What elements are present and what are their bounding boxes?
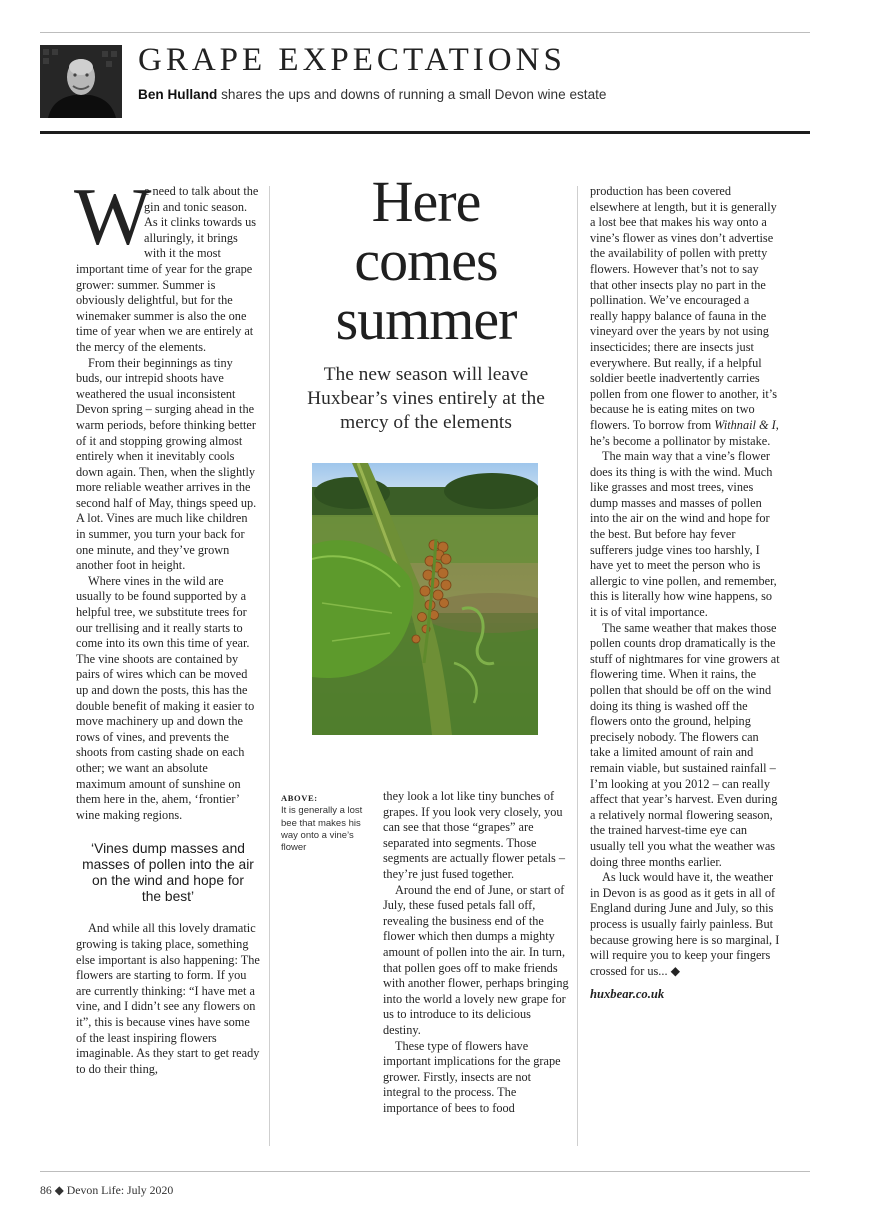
film-title: Withnail & I xyxy=(714,417,776,432)
article-paragraph: The same weather that makes those pollen counts drop dramatically is the stuff of nightmares for vine growers at flowering time. When it rains, the pollen that should be off on the wind doing its thing is washed off the flowers onto the ground, helping precisely nobody. The flowers can take a limited amount of rain and remain viable, but sustained rainfall – I’m looking at you 2012 – can really affect that year’s harvest. Even during a relatively normal flowering season, the trained harvest-time eye can usually tell you what the weather was doing three months earlier. xyxy=(590,620,780,869)
article-paragraph: Where vines in the wild are usually to be found supported by a helpful tree, we substitute trees for our trellising and it really starts to come into its own this time of year. The vine shoots are contained by pairs of wires which can be moved up and down the posts, this has the double benefit of making it easier to move machinery up and down the rows of vines, and prevents the shoots from casting shade on each other; we want an absolute maximum amount of sunshine on them here in the, ahem, ‘frontier’ wine making regions. xyxy=(76,573,255,822)
article-paragraph: The main way that a vine’s flower does its thing is with the wind. Much like grasses and most trees, vines dump masses and masses of pollen into the air on the wind and hope for the best. But before hay fever sufferers judge vines too harshly, I have yet to meet the person who is allergic to vine pollen, and remember, this is literally how wine happens, so it is of vital importance. xyxy=(590,449,777,620)
headline-line: Here xyxy=(371,169,481,234)
article-paragraph xyxy=(590,184,780,449)
caption-text: It is generally a lost bee that makes his way onto a vine’s flower xyxy=(281,805,363,854)
headline-line: summer xyxy=(335,287,517,352)
header-rule xyxy=(40,131,810,134)
photo-caption xyxy=(281,792,373,854)
footer-rule xyxy=(40,1171,810,1172)
page-footer: 86 ◆ Devon Life: July 2020 xyxy=(40,1183,174,1197)
pull-quote: ‘Vines dump masses and masses of pollen into the air on the wind and hope for the best’ xyxy=(82,841,254,905)
dropcap-box xyxy=(74,171,152,262)
column-divider xyxy=(577,186,578,1146)
paragraph-text: , he’s become a pollinator by mistake. xyxy=(590,417,779,448)
paragraph-text: e need to talk about the gin and tonic season. As it clinks towards us alluringly, it brings with it the most important time of year for the grape grower: summer. Summer is obviously delightful, but for the winemaker summer is also the one time of year when we are entirely at the mercy of the elements. xyxy=(76,184,259,354)
article-column-1 xyxy=(74,171,260,1077)
article-paragraph: Around the end of June, or start of July, these fused petals fall off, revealing the business end of the flower which then dumps a mighty amount of pollen into the air. In turn, that pollen goes off to make friends with another flower, perhaps bringing into the world a lovely new grape for us to introduce to its delicious destiny. xyxy=(383,882,569,1037)
website-link[interactable]: huxbear.co.uk xyxy=(590,987,665,1002)
caption-label: ABOVE: xyxy=(281,793,318,803)
article-paragraph xyxy=(74,171,260,356)
standfirst: The new season will leave Huxbear’s vines entirely at the mercy of the elements xyxy=(307,364,545,433)
author-portrait xyxy=(40,45,122,118)
headline xyxy=(282,169,570,352)
article-paragraph: As luck would have it, the weather in Devon is as good as it gets in all of England during June and July, so this process is usually fairly painless. But because growing here is so marginal, I will require you to keep your fingers crossed for us... ◆ xyxy=(590,870,780,978)
article-paragraph: And while all this lovely dramatic growing is taking place, something else important is also happening: The flowers are starting to form. If you are currently thinking: “I have met a vine, and I didn’t see any flowers on it”, this is because vines have some of the least inspiring flowers imaginable. As they start to get ready to do their thing, xyxy=(76,921,260,1076)
strap-text: shares the ups and downs of running a small Devon wine estate xyxy=(217,87,607,102)
paragraph-text: production has been covered elsewhere at length, but it is generally a lost bee that makes his way onto a vine’s flower as vines don’t advertise the availability of pollen with pretty flowers. However that’s not to say that other insects play no part in the pollination. We’ve encouraged a really happy balance of fauna in the vineyard over the years by not using insecticides; there are insects just everywhere. But really, if a helpful soldier beetle inadvertently carries pollen from one flower to another, it’s because he is eating mites on two flowers. To borrow from xyxy=(590,184,777,432)
headline-line: comes xyxy=(354,228,498,293)
article-paragraph: These type of flowers have important implications for the grape grower. Firstly, insects are not integral to the process. The importance of bees to food xyxy=(383,1038,561,1115)
column-strap xyxy=(138,87,606,102)
column-title: GRAPE EXPECTATIONS xyxy=(138,42,566,78)
top-rule xyxy=(40,32,810,33)
article-column-2 xyxy=(383,789,571,1116)
author-name: Ben Hulland xyxy=(138,87,218,102)
dropcap: W xyxy=(74,171,152,262)
column-divider xyxy=(269,186,270,1146)
vine-flower-photo xyxy=(312,463,538,735)
article-paragraph: From their beginnings as tiny buds, our intrepid shoots have weathered the usual inconsistent Devon spring – surging ahead in the warm periods, before thinking better of it and stopping growing almost entirely when it inevitably cools down again. Then, when the slightly more reliable weather arrives in the second half of May, things speed up. A lot. Vines are much like children in summer, you turn your back for one minute, and they’ve grown another foot in height. xyxy=(76,355,257,573)
article-column-3 xyxy=(590,184,780,1003)
article-paragraph: they look a lot like tiny bunches of grapes. If you look very closely, you can see that those “grapes” are separated into segments. Those segments are actually flower petals – they’re just fused together. xyxy=(383,789,565,881)
